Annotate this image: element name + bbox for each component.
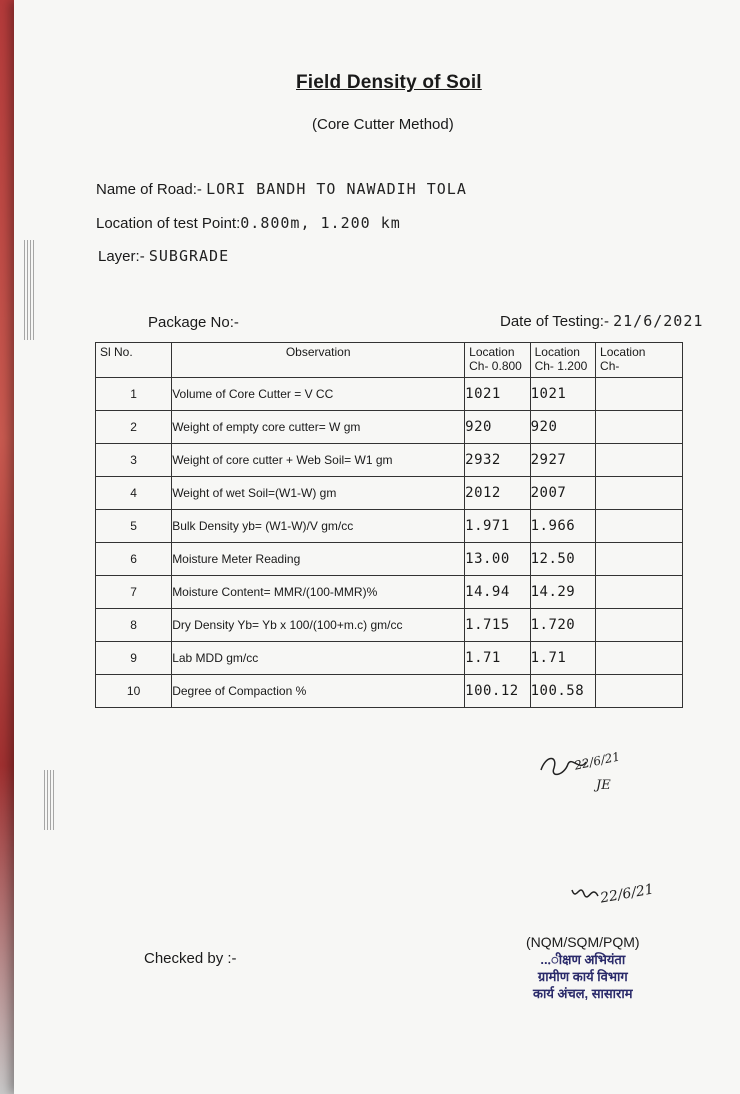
road-field: [96, 180, 467, 198]
location-value: 0.800m, 1.200 km: [240, 214, 401, 232]
date-field: [500, 312, 703, 330]
row-value-3: [596, 642, 683, 675]
row-observation: Moisture Content= MMR/(100-MMR)%: [172, 576, 465, 609]
table-row: [96, 444, 683, 477]
handwritten-signature-1: [536, 750, 626, 800]
binder-marks: [44, 770, 56, 830]
document-page: [14, 0, 740, 1094]
signature-1-initials: JE: [596, 778, 611, 793]
row-value-1: 13.00: [465, 543, 530, 576]
stamp-role: (NQM/SQM/PQM): [526, 934, 640, 950]
checked-by-label: Checked by :-: [144, 950, 237, 967]
row-observation: Weight of wet Soil=(W1-W) gm: [172, 477, 465, 510]
table-row: [96, 510, 683, 543]
row-value-2: 2007: [530, 477, 595, 510]
table-row: [96, 642, 683, 675]
row-sl: 2: [96, 411, 172, 444]
table-row: [96, 477, 683, 510]
header-location-3-ch: Ch-: [600, 359, 620, 373]
package-label: Package No:-: [148, 314, 239, 331]
row-sl: 5: [96, 510, 172, 543]
table-row: [96, 411, 683, 444]
document-title: Field Density of Soil: [296, 72, 482, 93]
row-observation: Weight of empty core cutter= W gm: [172, 411, 465, 444]
row-value-3: [596, 675, 683, 708]
observation-table: [95, 342, 683, 708]
row-value-1: 1021: [465, 378, 530, 411]
row-sl: 10: [96, 675, 172, 708]
layer-field: [98, 247, 229, 265]
document-subtitle: (Core Cutter Method): [312, 116, 454, 133]
row-value-3: [596, 510, 683, 543]
table-row: [96, 609, 683, 642]
row-value-1: 920: [465, 411, 530, 444]
header-location-1: [465, 343, 530, 378]
layer-value: SUBGRADE: [148, 247, 230, 265]
table-row: [96, 378, 683, 411]
package-field: [148, 314, 239, 331]
binder-marks: [24, 240, 34, 340]
row-sl: 4: [96, 477, 172, 510]
row-value-3: [596, 444, 683, 477]
header-location-2-ch: Ch- 1.200: [534, 359, 588, 373]
row-value-3: [596, 378, 683, 411]
row-sl: 1: [96, 378, 172, 411]
signature-2-date: 22/6/21: [599, 881, 655, 907]
row-value-2: 14.29: [530, 576, 595, 609]
row-observation: Moisture Meter Reading: [172, 543, 465, 576]
table-row: [96, 675, 683, 708]
header-location-2-label: Location: [534, 345, 580, 359]
row-observation: Lab MDD gm/cc: [172, 642, 465, 675]
date-value: 21/6/2021: [613, 312, 704, 330]
signature-1-date: 22/6/21: [573, 749, 622, 773]
row-value-3: [596, 609, 683, 642]
row-sl: 6: [96, 543, 172, 576]
row-value-1: 1.715: [465, 609, 530, 642]
row-value-1: 2012: [465, 477, 530, 510]
row-value-1: 14.94: [465, 576, 530, 609]
row-value-1: 2932: [465, 444, 530, 477]
table-row: [96, 576, 683, 609]
row-value-3: [596, 411, 683, 444]
row-value-2: 2927: [530, 444, 595, 477]
header-location-1-label: Location: [469, 345, 515, 359]
handwritten-signature-2: [570, 880, 680, 920]
road-value: LORI BANDH TO NAWADIH TOLA: [206, 180, 467, 198]
row-value-2: 1.71: [530, 642, 595, 675]
row-value-3: [596, 576, 683, 609]
stamp-line: कार्य अंचल, सासाराम: [533, 986, 633, 1001]
row-sl: 8: [96, 609, 172, 642]
row-observation: Bulk Density yb= (W1-W)/V gm/cc: [172, 510, 465, 543]
row-value-2: 1.720: [530, 609, 595, 642]
location-field: [96, 214, 401, 232]
layer-label: Layer:-: [98, 248, 145, 265]
row-value-1: 1.971: [465, 510, 530, 543]
row-sl: 3: [96, 444, 172, 477]
row-value-1: 100.12: [465, 675, 530, 708]
header-location-3-label: Location: [600, 345, 646, 359]
header-sl: Sl No.: [96, 343, 172, 378]
row-value-2: 100.58: [530, 675, 595, 708]
road-label: Name of Road:-: [96, 181, 202, 198]
stamp-line: ...ीक्षण अभियंता: [540, 952, 626, 967]
row-value-1: 1.71: [465, 642, 530, 675]
table-row: [96, 543, 683, 576]
row-value-2: 1021: [530, 378, 595, 411]
header-location-1-ch: Ch- 0.800: [469, 359, 522, 373]
row-sl: 9: [96, 642, 172, 675]
header-location-3: [596, 343, 683, 378]
header-observation: Observation: [172, 343, 465, 378]
row-observation: Degree of Compaction %: [172, 675, 465, 708]
row-value-3: [596, 477, 683, 510]
date-label: Date of Testing:-: [500, 313, 609, 330]
header-location-2: [530, 343, 595, 378]
official-stamp: [526, 934, 640, 1002]
row-value-2: 920: [530, 411, 595, 444]
row-value-2: 1.966: [530, 510, 595, 543]
row-value-3: [596, 543, 683, 576]
row-observation: Dry Density Yb= Yb x 100/(100+m.c) gm/cc: [172, 609, 465, 642]
row-observation: Volume of Core Cutter = V CC: [172, 378, 465, 411]
row-value-2: 12.50: [530, 543, 595, 576]
table-header-row: [96, 343, 683, 378]
row-observation: Weight of core cutter + Web Soil= W1 gm: [172, 444, 465, 477]
location-label: Location of test Point:: [96, 215, 241, 232]
stamp-line: ग्रामीण कार्य विभाग: [537, 969, 628, 984]
row-sl: 7: [96, 576, 172, 609]
